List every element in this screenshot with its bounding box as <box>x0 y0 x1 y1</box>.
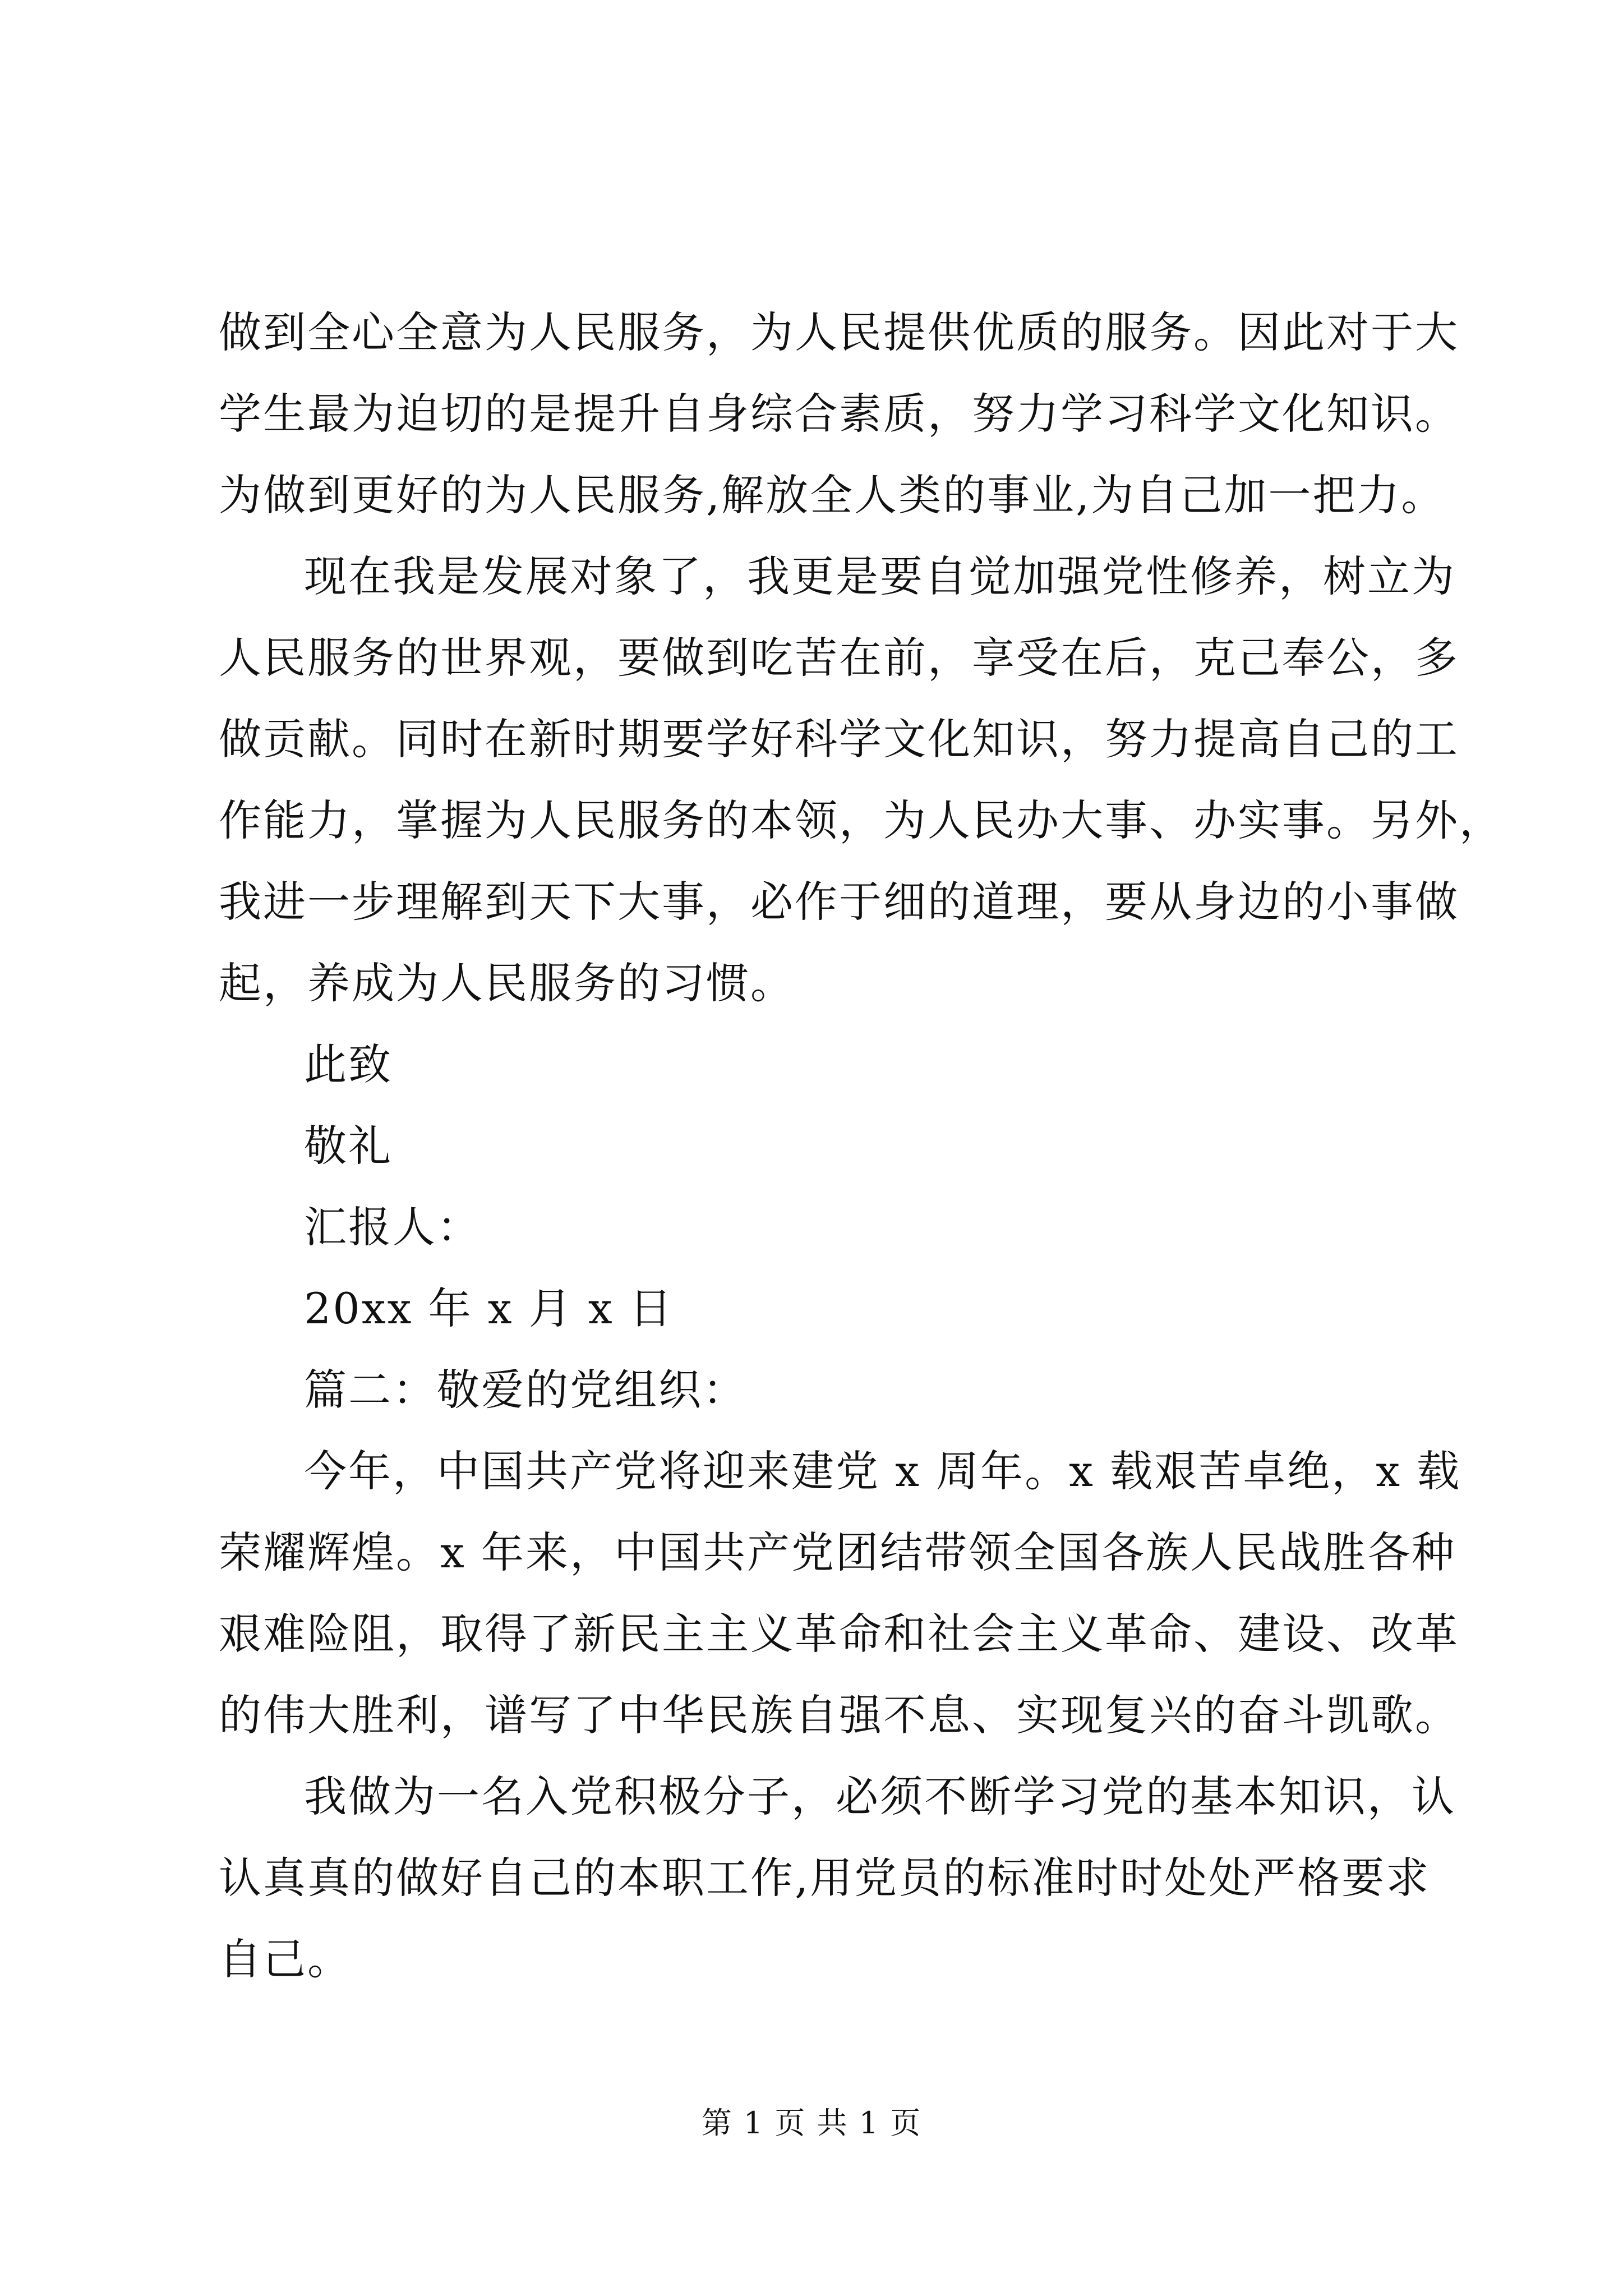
paragraph-start-line: 我做为一名入党积极分子，必须不断学习党的基本知识，认 <box>304 1772 1456 1821</box>
text-line: 为做到更好的为人民服务,解放全人类的事业,为自己加一把力。 <box>219 470 1446 520</box>
page-number-label: 第 1 页 共 1 页 <box>701 2105 922 2141</box>
document-body <box>219 292 1504 2000</box>
text-line: 艰难险阻，取得了新民主主义革命和社会主义革命、建设、改革 <box>219 1609 1459 1659</box>
report-date: 20xx 年 x 月 x 日 <box>304 1283 674 1333</box>
text-line: 认真真的做好自己的本职工作,用党员的标准时时处处严格要求 <box>219 1853 1431 1903</box>
section-heading: 篇二：敬爱的党组织： <box>304 1365 747 1415</box>
paragraph-start-line: 现在我是发展对象了，我更是要自觉加强党性修养，树立为 <box>304 551 1456 601</box>
text-line: 我进一步理解到天下大事，必作于细的道理，要从身边的小事做 <box>219 877 1459 927</box>
closing-salutation: 此致 <box>304 1039 393 1089</box>
page-footer <box>0 2101 1623 2146</box>
closing-regards: 敬礼 <box>304 1121 393 1171</box>
paragraph-start-line: 今年，中国共产党将迎来建党 x 周年。x 载艰苦卓绝，x 载 <box>304 1446 1461 1496</box>
text-line: 做贡献。同时在新时期要学好科学文化知识，努力提高自己的工 <box>219 714 1459 764</box>
text-line: 做到全心全意为人民服务，为人民提供优质的服务。因此对于大 <box>219 307 1459 357</box>
text-line: 学生最为迫切的是提升自身综合素质，努力学习科学文化知识。 <box>219 389 1459 439</box>
text-line: 起，养成为人民服务的习惯。 <box>219 958 795 1008</box>
text-line: 自己。 <box>219 1934 352 1984</box>
text-line: 的伟大胜利，谱写了中华民族自强不息、实现复兴的奋斗凯歌。 <box>219 1690 1459 1740</box>
reporter-label: 汇报人： <box>304 1202 481 1252</box>
text-line: 荣耀辉煌。x 年来，中国共产党团结带领全国各族人民战胜各种 <box>219 1527 1456 1577</box>
text-line: 人民服务的世界观，要做到吃苦在前，享受在后，克己奉公，多 <box>219 633 1459 683</box>
text-line: 作能力，掌握为人民服务的本领，为人民办大事、办实事。另外， <box>219 795 1504 845</box>
